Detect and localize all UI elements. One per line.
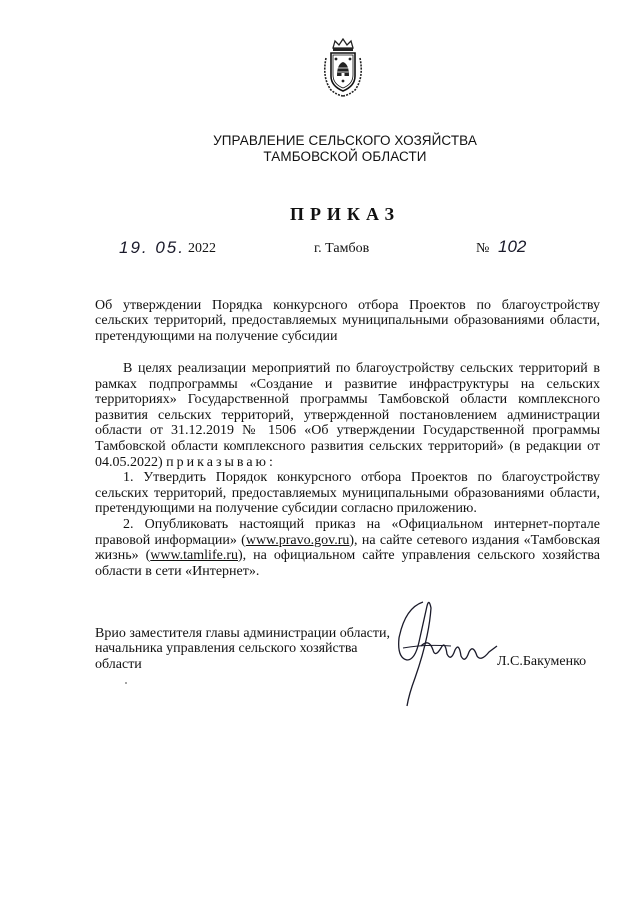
pravo-link[interactable]: www.pravo.gov.ru xyxy=(245,532,350,548)
organization-name-line1: УПРАВЛЕНИЕ СЕЛЬСКОГО ХОЗЯЙСТВА xyxy=(213,133,477,148)
item2-text-b: ), на сайте сетевого издания «Тамбовская жизнь» ( xyxy=(95,532,601,564)
signature-icon xyxy=(385,598,505,708)
number-sign: № xyxy=(476,241,490,256)
document-year: 2022 xyxy=(188,241,216,256)
handwritten-number: 102 xyxy=(498,237,527,256)
body-paragraph-item1: 1. Утвердить Порядок конкурсного отбора Проектов по благоустройству сельских территорий, предоставляемых муниципальными образованиями области, претендующими на получение субсидии согласно приложению. xyxy=(95,470,600,517)
handwritten-date: 19. 05. xyxy=(119,238,185,257)
body-paragraph-preamble xyxy=(95,361,600,470)
order-word: приказываю: xyxy=(166,454,276,470)
body-paragraph-item2 xyxy=(95,517,600,579)
item2-text-c: ), на официальном сайте управления сельского хозяйства области в сети «Интернет». xyxy=(95,548,600,579)
preamble-text: В целях реализации мероприятий по благоустройству сельских территорий в рамках подпрограммы «Создание и развитие инфраструктуры на сельских территориях» Государственной программы Тамбовской области комплексного развития сельских территорий, утвержденной постановлением администрации области от 31.12.2019 № 1506 «Об утверждении Государственной программы Тамбовской области комплексного развития сельских территорий» (в редакции от 04.05.2022) xyxy=(95,361,600,470)
signatory-name: Л.С.Бакуменко xyxy=(497,654,587,669)
scan-speck xyxy=(125,682,127,684)
document-body xyxy=(95,361,600,579)
document-city: г. Тамбов xyxy=(314,241,370,256)
item2-text-a: 2. Опубликовать настоящий приказ на «Официальном интернет-портале правовой информации» ( xyxy=(95,516,600,548)
document-subject: Об утверждении Порядка конкурсного отбора Проектов по благоустройству сельских территорий, предоставляемых муниципальными образованиями области, претендующими на получение субсидии xyxy=(95,298,600,344)
organization-name-line2: ТАМБОВСКОЙ ОБЛАСТИ xyxy=(263,149,427,164)
tamlife-link[interactable]: www.tamlife.ru xyxy=(150,548,238,564)
document-title: ПРИКАЗ xyxy=(289,204,401,224)
signatory-position: Врио заместителя главы администрации области, начальника управления сельского хозяйства области xyxy=(95,626,390,672)
coat-of-arms-icon xyxy=(319,38,367,98)
